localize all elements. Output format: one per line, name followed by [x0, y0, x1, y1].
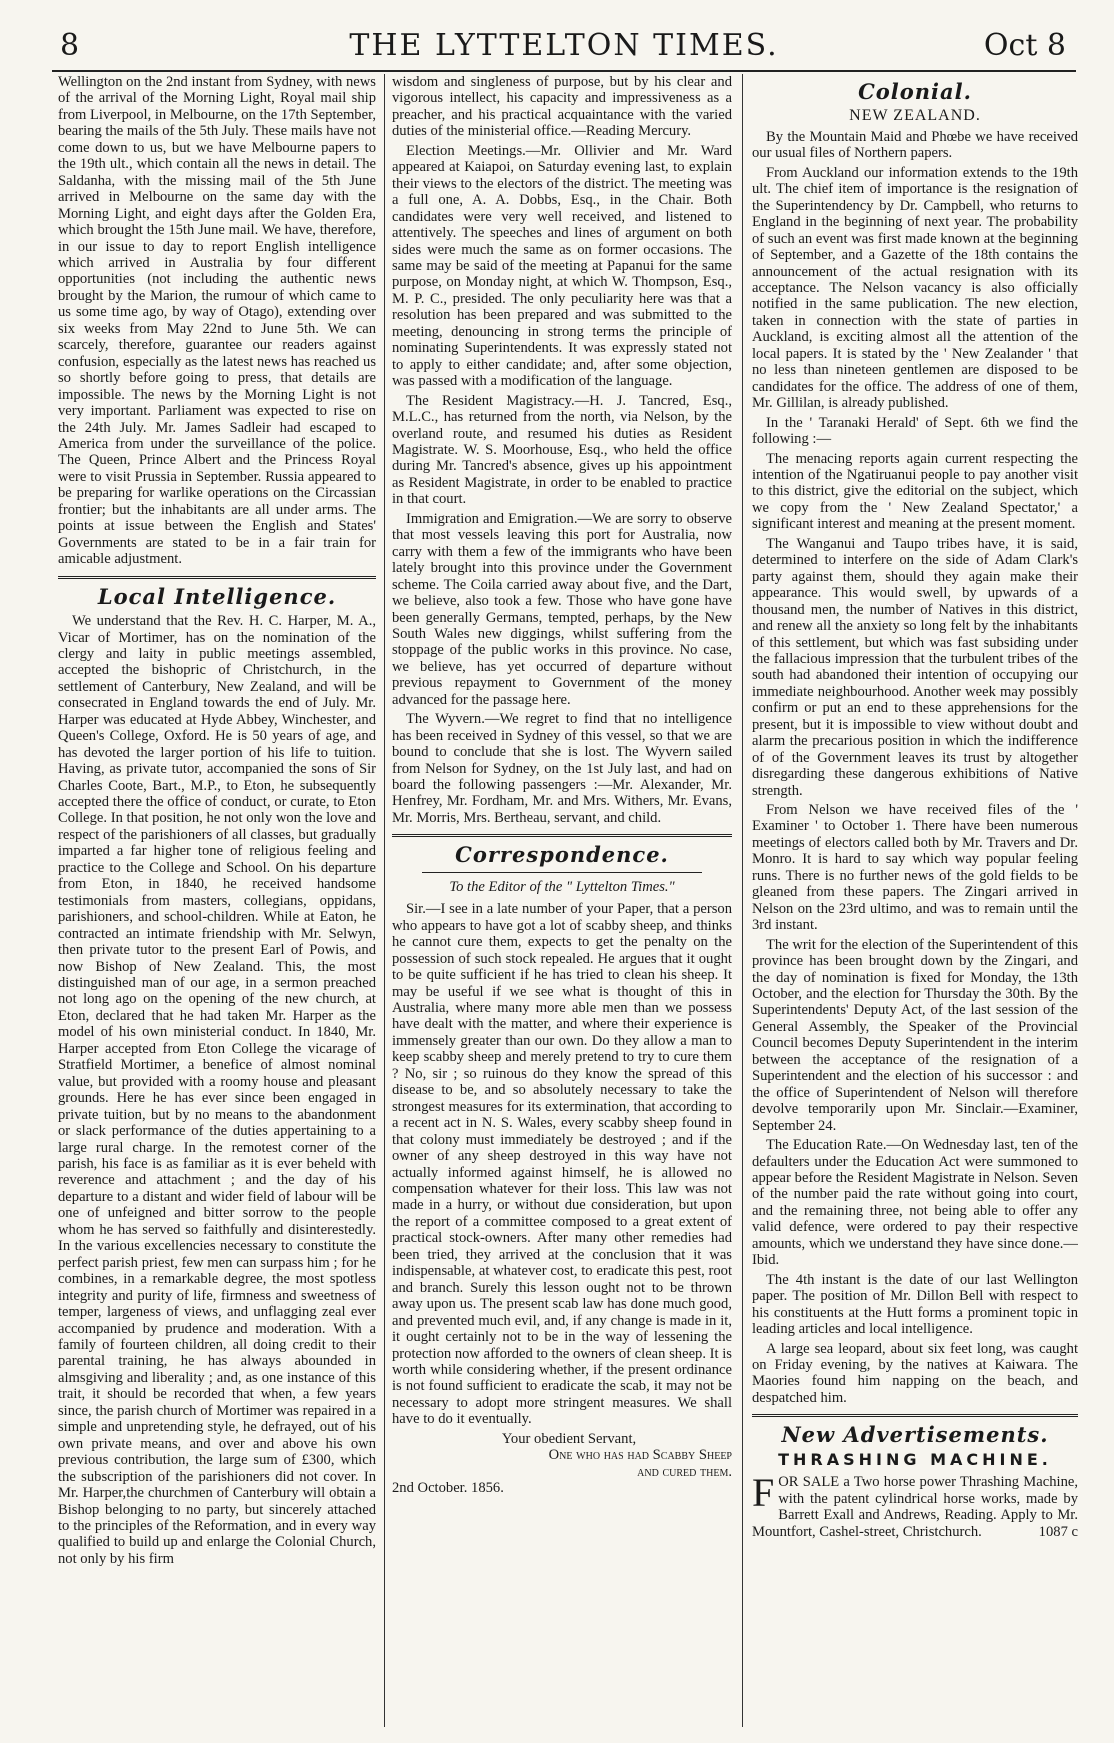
article-paragraph: From Nelson we have received files of the ' Examiner ' to October 1. There have been numerous meetings of electors called both by Mr. Travers and Dr. Monro. It is hard to say which way popular feeling runs. There is no further news of the gold fields to be gleaned from these papers. The Zingari arrived in Nelson on the 23rd ultimo, and was to remain until the 3rd instant.: [752, 802, 1078, 934]
ad-body: OR SALE a Two horse power Thrashing Machine, with the patent cylindrical horse works, made by Barrett Exall and Andrews, Reading. Apply to Mr. Mountfort, Cashel-street, Christchurch.: [752, 1474, 1078, 1540]
article-paragraph: A large sea leopard, about six feet long, was caught on Friday evening, by the natives at Kaiwara. The Maories found him napping on the beach, and despatched him.: [752, 1340, 1078, 1406]
article-paragraph: The writ for the election of the Superintendent of this province has been brought down by the Zingari, and the day of nomination is fixed for Monday, the 13th October, and the election for Thursday the 30th. By the Superintendents' Deputy Act, of the last session of the General Assembly, the Speaker of the Provincial Council becomes Deputy Superintendent in the interim between the acceptance of the resignation of a Superintendent and the election of his successor : and the office of Superintendent of Nelson will therefore devolve temporarily upon Mr. Sinclair.—Examiner, September 24.: [752, 936, 1078, 1134]
section-heading-colonial: Colonial.: [858, 79, 972, 104]
letter-body: Sir.—I see in a late number of your Paper, that a person who appears to have got a lot of scabby sheep, and thinks he cannot cure them, expects to get the penalty on the possession of such stock repealed. He argues that it ought to be quite sufficient if he has tried to clean his sheep. It may be useful if we see what is thought of this in Australia, where many more able men than we possess have dealt with the matter, and where their experience is immensely greater than our own. Do they allow a man to keep scabby sheep and merely pretend to try to cure them ? No, sir ; so ruinous do they know the spread of this disease to be, and so absolutely necessary to take the strongest measures for its extermination, that according to a recent act in N. S. Wales, every scabby sheep found in that colony must immediately be destroyed ; and if the owner of any sheep destroyed in this way have not actually informed against himself, he is allowed no compensation whatever for their loss. This law was not made in a hurry, or without due consideration, but upon the report of a committee composed to a great extent of practical stock-owners. After many other remedies had been tried, they arrived at the conclusion that it was indispensable, at whatever cost, to eradicate this pest, root and branch. Surely this lesson ought not to be thrown away upon us. The present scab law has done much good, and prevented much evil, and, if any change is made in it, it ought certainly not to be in the way of lessening the protection now afforded to the owners of clean sheep. It is worth while considering whether, if the present ordinance is not found sufficient to eradicate the scab, it may not be necessary to adopt more stringent measures. We shall have to do it eventually.: [392, 901, 732, 1428]
ad-title: THRASHING MACHINE.: [778, 1449, 1052, 1469]
advertisement: [752, 1470, 1078, 1540]
article-paragraph: wisdom and singleness of purpose, but by his clear and vigorous intellect, his capacity and impressiveness as a preacher, and his practical acquaintance with the varied duties of the ministerial office.—Reading Mercury.: [392, 74, 732, 140]
letter-signature-2: and cured them.: [637, 1463, 732, 1480]
column-divider: [742, 74, 743, 1727]
paper-title: THE LYTTELTON TIMES.: [349, 28, 779, 63]
page-number: 8: [60, 28, 80, 63]
subheading-new-zealand: NEW ZEALAND.: [849, 107, 981, 125]
article-paragraph: Immigration and Emigration.—We are sorry to observe that most vessels leaving this port for Australia, now carry with them a few of the immigrants who have been lately brought into this province under the Government scheme. The Coila carried away about five, and the Dart, we believe, also took a few. Those who have gone have been generally Germans, tempted, perhaps, by the New South Wales new diggings, whilst suffering from the stoppage of the public works in this province. No case, we believe, has yet occurred of departure without previous repayment to Government of the money advanced for the passage here.: [392, 510, 732, 708]
article-paragraph: From Auckland our information extends to the 19th ult. The chief item of importance is the resignation of the Superintendency by Dr. Campbell, who returns to England in the beginning of next year. The probability of such an event was first made known at the beginning of September, and a Gazette of the 18th contains the announcement of the actual resignation with its acceptance. The Nelson vacancy is also officially notified in the same publication. The new election, taken in connection with the state of parties in Auckland, is exciting almost all the attention of the local papers. It is stated by the ' New Zealander ' that no less than nineteen gentlemen are disposed to be candidates for the office. The address of one of them, Mr. Gillilan, is already published.: [752, 164, 1078, 412]
article-paragraph: The 4th instant is the date of our last Wellington paper. The position of Mr. Dillon Bell with respect to his constituents at the Hutt forms a prominent topic in leading articles and local intelligence.: [752, 1271, 1078, 1338]
article-paragraph: Election Meetings.—Mr. Ollivier and Mr. Ward appeared at Kaiapoi, on Saturday evening last, to explain their views to the electors of the district. The meeting was a full one, A. A. Dobbs, Esq., in the Chair. Both candidates were very well received, and listened to attentively. The speeches and lines of argument on both sides were much the same as on former occasions. The same may be said of the meeting at Papanui for the same purpose, on Monday night, at which W. Thompson, Esq., M. P. C., presided. The only peculiarity here was that a resolution has been prepared and was submitted to the meeting, denouncing in strong terms the principle of nominating Superintendents. It was expressly stated not to apply to either candidate; and, after some objection, was passed with a modification of the language.: [392, 142, 732, 390]
issue-date: Oct 8: [983, 28, 1066, 63]
section-rule: [392, 834, 732, 837]
article-paragraph: The menacing reports again current respecting the intention of the Ngatiruanui people to pay another visit to this district, give the editorial on the subject, which we copy from the ' New Zealand Spectator,' a significant interest and meaning at the present moment.: [752, 450, 1078, 533]
column-1: [58, 74, 376, 1723]
column-2: [392, 74, 732, 1723]
ad-code: 1087 c: [1038, 1523, 1078, 1540]
article-paragraph: The Education Rate.—On Wednesday last, ten of the defaulters under the Education Act were summoned to appear before the Resident Magistrate in Nelson. Seven of the number paid the rate without going into court, and the remaining three, not being able to offer any valid defence, were ordered to pay their respective amounts, which we understand they have since done.—Ibid.: [752, 1137, 1078, 1269]
article-paragraph: The Wyvern.—We regret to find that no intelligence has been received in Sydney of this vessel, so that we are bound to conclude that she is lost. The Wyvern sailed from Nelson for Sydney, on the 1st July last, and had on board the following passengers :—Mr. Alexander, Mr. Henfrey, Mr. Fordham, Mr. and Mrs. Withers, Mr. Evans, Mr. Morris, Mrs. Bertheau, servant, and child.: [392, 711, 732, 826]
section-rule: [58, 576, 376, 579]
article-paragraph: The Resident Magistracy.—H. J. Tancred, Esq., M.L.C., has returned from the north, via Nelson, by the overland route, and resumed his duties as Resident Magistrate. W. S. Moorhouse, Esq., who held the office during Mr. Tancred's absence, gives up his appointment as Resident Magistrate, in order to be enabled to practice in that court.: [392, 392, 732, 508]
ad-dropcap: F: [752, 1470, 775, 1516]
article-paragraph: Wellington on the 2nd instant from Sydney, with news of the arrival of the Morning Light, Royal mail ship from Liverpool, in Melbourne, on the 17th September, bearing the mails of the 5th July. These mails have not come down to us, but we have Melbourne papers to the 19th ult., which contain all the news in detail. The Saldanha, with the missing mail of the 5th June arrived in Melbourne on the same day with the Morning Light, and eight days after the Golden Era, which brought the 15th June mail. We have, therefore, in our issue to day to report English intelligence which arrived in Australia by four different opportunities (not including the authentic news brought by the Marion, the rumour of which came to us some time ago, by way of Otago), extending over six weeks from May 22nd to June 5th. We can scarcely, therefore, guarantee our readers against confusion, especially as the latest news has reached us so shortly before going to press, that details are impossible. The news by the Morning Light is not very important. Parliament was expected to rise on the 24th July. Mr. James Sadleir had escaped to America from under the surveillance of the police. The Queen, Prince Albert and the Princess Royal were to visit Prussia in September. Russia appeared to be preparing for warlike operations on the Circassian frontier; but the inhabitants are all under arms. The points at issue between the English and States' Governments are stated to be in a fair train for amicable adjustment.: [58, 74, 376, 568]
column-3: [752, 74, 1078, 1723]
section-rule: [752, 1414, 1078, 1417]
section-heading-local: Local Intelligence.: [97, 583, 337, 609]
letter-date: 2nd October. 1856.: [392, 1480, 504, 1497]
section-rule: [422, 872, 702, 873]
letter-closing: Your obedient Servant,: [501, 1430, 637, 1447]
article-paragraph: By the Mountain Maid and Phœbe we have received our usual files of Northern papers.: [752, 128, 1078, 162]
section-heading-correspondence: Correspondence.: [455, 842, 669, 868]
article-paragraph: We understand that the Rev. H. C. Harper, M. A., Vicar of Mortimer, has on the nomination of the clergy and laity in public meetings assembled, accepted the bishopric of Christchurch, in the settlement of Canterbury, New Zealand, and will be consecrated in England towards the end of July. Mr. Harper was educated at Hyde Abbey, Winchester, and Queen's College, Oxford. He is 50 years of age, and has devoted the larger portion of his life to tuition. Having, as private tutor, accompanied the sons of Sir Charles Coote, Bart., M.P., to Eton, he subsequently accepted there the office of conduct, or curate, to Eton College. In that position, he not only won the love and respect of the parishioners of all classes, but gradually imparted a far higher tone of religious feeling and practice to the College and School. On his departure from Eton, in 1840, he received handsome testimonials from masters, collegians, oppidans, parishioners, and school-children. While at Eaton, he contracted an intimate friendship with Mr. Selwyn, then private tutor to the present Earl of Powis, and now Bishop of New Zealand. This, the most distinguished man of our age, in a sermon preached not long ago on the opening of the new church, at Eton, declared that he had taken Mr. Harper as the model of his own ministerial conduct. In 1840, Mr. Harper accepted from Eton College the vicarage of Stratfield Mortimer, a benefice of almost nominal value, but provided with a roomy house and pleasant grounds. Here he has ever since been engaged in private tuition, but by no means to the abandonment or slack performance of the duties appertaining to a large rural charge. In the remotest corner of the parish, his face is as familiar as it is ever beheld with reverence and attachment ; and the day of his departure to a distant and wider field of labour will be one of unfeigned and bitter sorrow to the people whom he has served so faithfully and disinterestedly. In the various excellencies necessary to constitute the perfect parish priest, few men can surpass him ; for he combines, in a remarkable degree, the most spotless integrity and purity of life, firmness and sweetness of temper, largeness of views, and unflagging zeal ever accompanied by prudence and moderation. With a family of fourteen children, all doing credit to their parental training, he has always abounded in almsgiving and liberality ; and, as one instance of this trait, it should be recorded that when, a few years since, the parish church of Mortimer was repaired in a simple and unpretending style, he defrayed, out of his own private means, and over and above his own previous contribution, the large sum of £300, which the subscription of the parishioners did not cover. In Mr. Harper,the churchmen of Canterbury will obtain a Bishop belonging to no party, but sincerely attached to the principles of the Reformation, and in every way qualified to build up and enlarge the Colonial Church, not only by his firm: [58, 613, 376, 1567]
section-heading-advertisements: New Advertisements.: [781, 1422, 1049, 1448]
article-paragraph: The Wanganui and Taupo tribes have, it is said, determined to interfere on the side of Adam Clark's party against them, should they again make their appearance. This would swell, by upwards of a thousand men, the number of Natives in this district, and renew all the anxiety so long felt by the inhabitants of this settlement, but which was fast subsiding under the fallacious impression that the turbulent tribes of the south had abandoned their intention of occupying our immediate neighbourhood. Another week may possibly confirm or put an end to these apprehensions for the present, but it is impossible to view without doubt and alarm the precarious position in which the indifference of of the Government leaves its trust by altogether disregarding these dangerous exhibitions of Native strength.: [752, 535, 1078, 799]
letter-signature: One who has had Scabby Sheep: [548, 1447, 732, 1464]
column-divider: [384, 74, 385, 1727]
letter-heading: To the Editor of the " Lyttelton Times.": [449, 878, 675, 895]
masthead: [52, 26, 1076, 72]
article-paragraph: In the ' Taranaki Herald' of Sept. 6th we find the following :—: [752, 414, 1078, 448]
